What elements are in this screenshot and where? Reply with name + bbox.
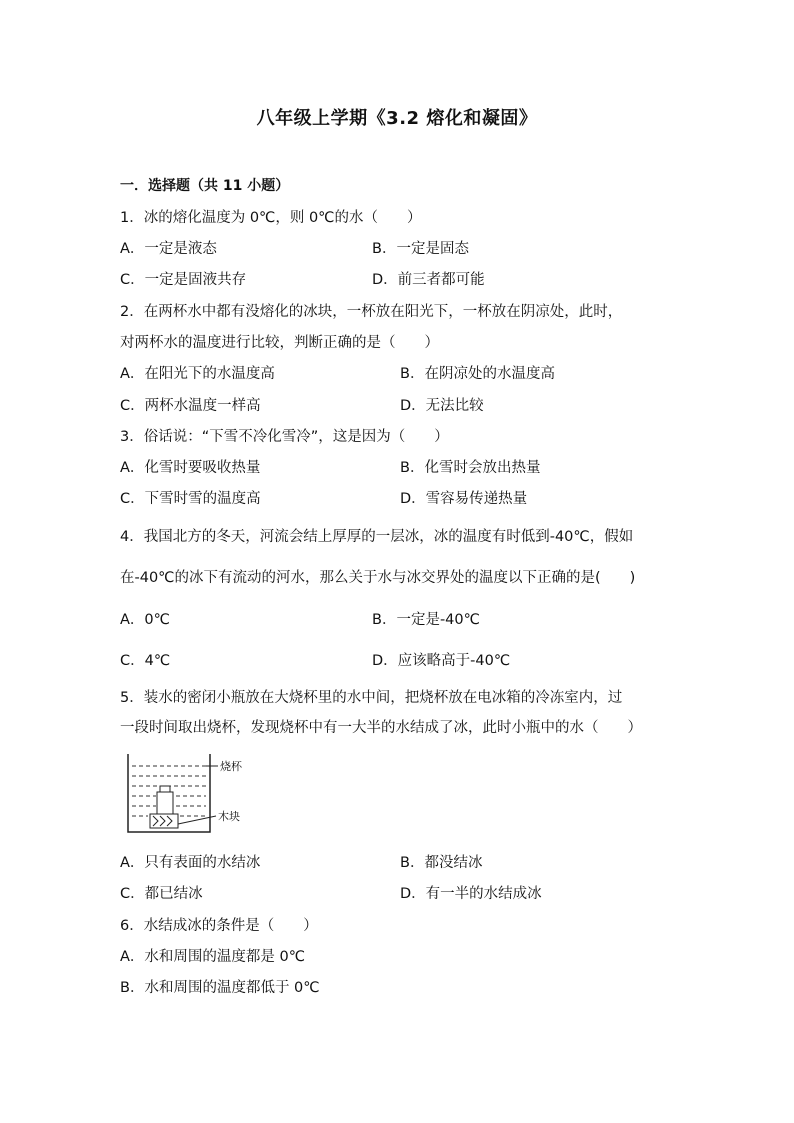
question-4-option-d: D．应该略高于-40℃ xyxy=(372,653,511,669)
question-5-stem-line-2: 一段时间取出烧杯，发现烧杯中有一大半的水结成了冰，此时小瓶中的水（ ） xyxy=(120,720,642,736)
question-4-option-b: B．一定是-40℃ xyxy=(372,612,480,628)
question-3-option-d: D．雪容易传递热量 xyxy=(400,491,528,507)
question-6-option-b: B．水和周围的温度都低于 0℃ xyxy=(120,980,320,996)
beaker-figure xyxy=(120,748,280,838)
question-5-option-b: B．都没结冰 xyxy=(400,855,483,871)
question-3-option-c: C．下雪时雪的温度高 xyxy=(120,491,261,507)
question-2-option-b: B．在阴凉处的水温度高 xyxy=(400,366,555,382)
question-2-stem-line-2: 对两杯水的温度进行比较，判断正确的是（ ） xyxy=(120,335,439,351)
section-heading: 一．选择题（共 11 小题） xyxy=(120,178,290,194)
question-4-stem-line-2: 在-40℃的冰下有流动的河水，那么关于水与冰交界处的温度以下正确的是( ) xyxy=(120,570,636,586)
question-2-option-c: C．两杯水温度一样高 xyxy=(120,398,261,414)
question-1-option-c: C．一定是固液共存 xyxy=(120,272,247,288)
figure-label-beaker: 烧杯 xyxy=(220,760,242,773)
question-1-stem: 1．冰的熔化温度为 0℃，则 0℃的水（ ） xyxy=(120,210,422,226)
question-3-stem: 3．俗话说：“下雪不冷化雪冷”，这是因为（ ） xyxy=(120,429,449,445)
question-1-option-a: A．一定是液态 xyxy=(120,241,217,257)
question-4-stem-line-1: 4．我国北方的冬天，河流会结上厚厚的一层冰，冰的温度有时低到-40℃，假如 xyxy=(120,529,634,545)
question-2-option-d: D．无法比较 xyxy=(400,398,484,414)
question-4-option-a: A．0℃ xyxy=(120,612,170,628)
question-6-stem: 6．水结成冰的条件是（ ） xyxy=(120,918,318,934)
question-2-stem-line-1: 2．在两杯水中都有没熔化的冰块，一杯放在阳光下，一杯放在阴凉处，此时， xyxy=(120,304,623,320)
figure-label-wood-block: 木块 xyxy=(218,810,240,823)
question-1-option-d: D．前三者都可能 xyxy=(372,272,485,288)
question-5-option-c: C．都已结冰 xyxy=(120,886,203,902)
page-title: 八年级上学期《3.2 熔化和凝固》 xyxy=(256,108,538,129)
question-4-option-c: C．4℃ xyxy=(120,653,171,669)
question-5-option-d: D．有一半的水结成冰 xyxy=(400,886,542,902)
question-3-option-b: B．化雪时会放出热量 xyxy=(400,460,541,476)
question-5-option-a: A．只有表面的水结冰 xyxy=(120,855,261,871)
question-1-option-b: B．一定是固态 xyxy=(372,241,469,257)
question-3-option-a: A．化雪时要吸收热量 xyxy=(120,460,261,476)
question-2-option-a: A．在阳光下的水温度高 xyxy=(120,366,275,382)
question-5-stem-line-1: 5．装水的密闭小瓶放在大烧杯里的水中间，把烧杯放在电冰箱的冷冻室内，过 xyxy=(120,690,623,706)
question-6-option-a: A．水和周围的温度都是 0℃ xyxy=(120,949,306,965)
